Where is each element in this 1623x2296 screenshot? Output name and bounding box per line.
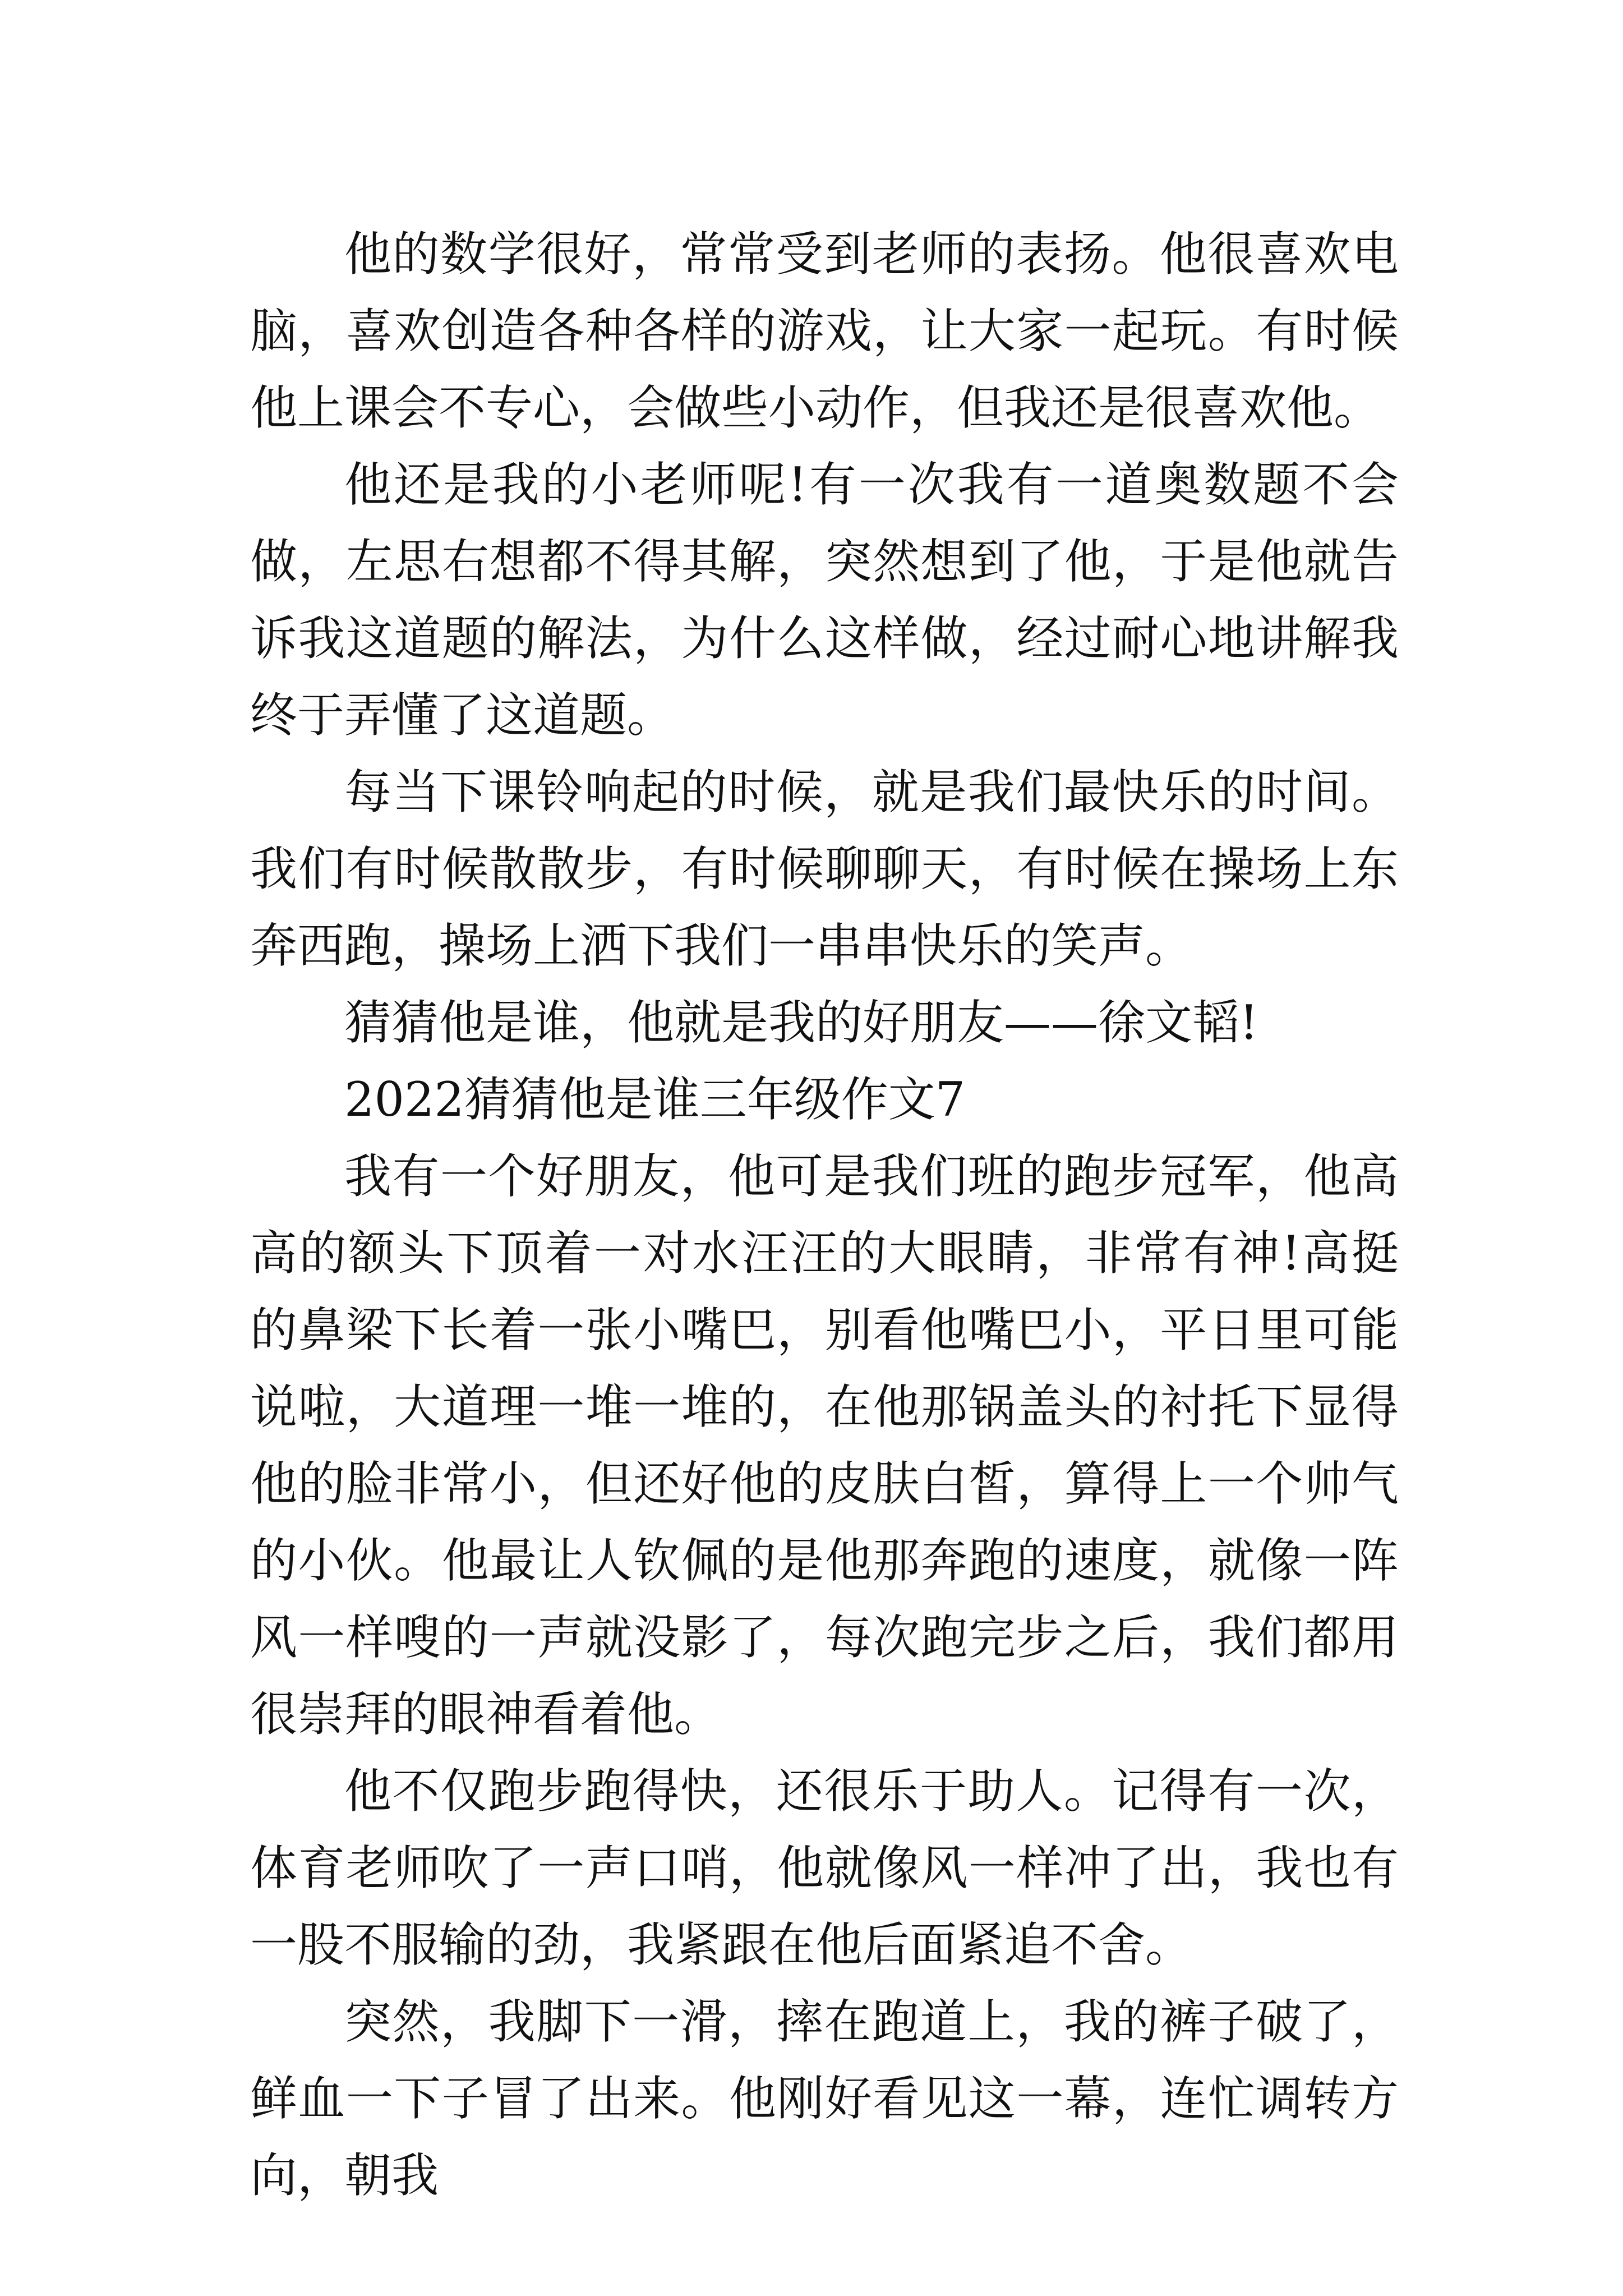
document-body bbox=[250, 216, 1399, 2214]
paragraph: 猜猜他是谁，他就是我的好朋友——徐文韬! bbox=[344, 995, 1258, 1050]
paragraph: 他的数学很好，常常受到老师的表扬。他很喜欢电脑，喜欢创造各种各样的游戏，让大家一起玩。有时候他上课会不专心，会做些小动作，但我还是很喜欢他。 bbox=[250, 227, 1399, 435]
paragraph: 突然，我脚下一滑，摔在跑道上，我的裤子破了，鲜血一下子冒了出来。他刚好看见这一幕，连忙调转方向，朝我 bbox=[250, 1994, 1399, 2203]
paragraph: 我有一个好朋友，他可是我们班的跑步冠军，他高高的额头下顶着一对水汪汪的大眼睛，非常有神!高挺的鼻梁下长着一张小嘴巴，别看他嘴巴小，平日里可能说啦，大道理一堆一堆的，在他那锅盖头的衬托下显得他的脸非常小，但还好他的皮肤白皙，算得上一个帅气的小伙。他最让人钦佩的是他那奔跑的速度，就像一阵风一样嗖的一声就没影了，每次跑完步之后，我们都用很崇拜的眼神看着他。 bbox=[250, 1149, 1399, 1742]
paragraph: 每当下课铃响起的时候，就是我们最快乐的时间。我们有时候散散步，有时候聊聊天，有时候在操场上东奔西跑，操场上洒下我们一串串快乐的笑声。 bbox=[250, 765, 1399, 973]
paragraph: 他还是我的小老师呢!有一次我有一道奥数题不会做，左思右想都不得其解，突然想到了他，于是他就告诉我这道题的解法，为什么这样做，经过耐心地讲解我终于弄懂了这道题。 bbox=[250, 457, 1399, 743]
paragraph: 他不仅跑步跑得快，还很乐于助人。记得有一次，体育老师吹了一声口哨，他就像风一样冲了出，我也有一股不服输的劲，我紧跟在他后面紧追不舍。 bbox=[250, 1764, 1399, 1972]
section-title: 2022猜猜他是谁三年级作文7 bbox=[344, 1072, 966, 1127]
